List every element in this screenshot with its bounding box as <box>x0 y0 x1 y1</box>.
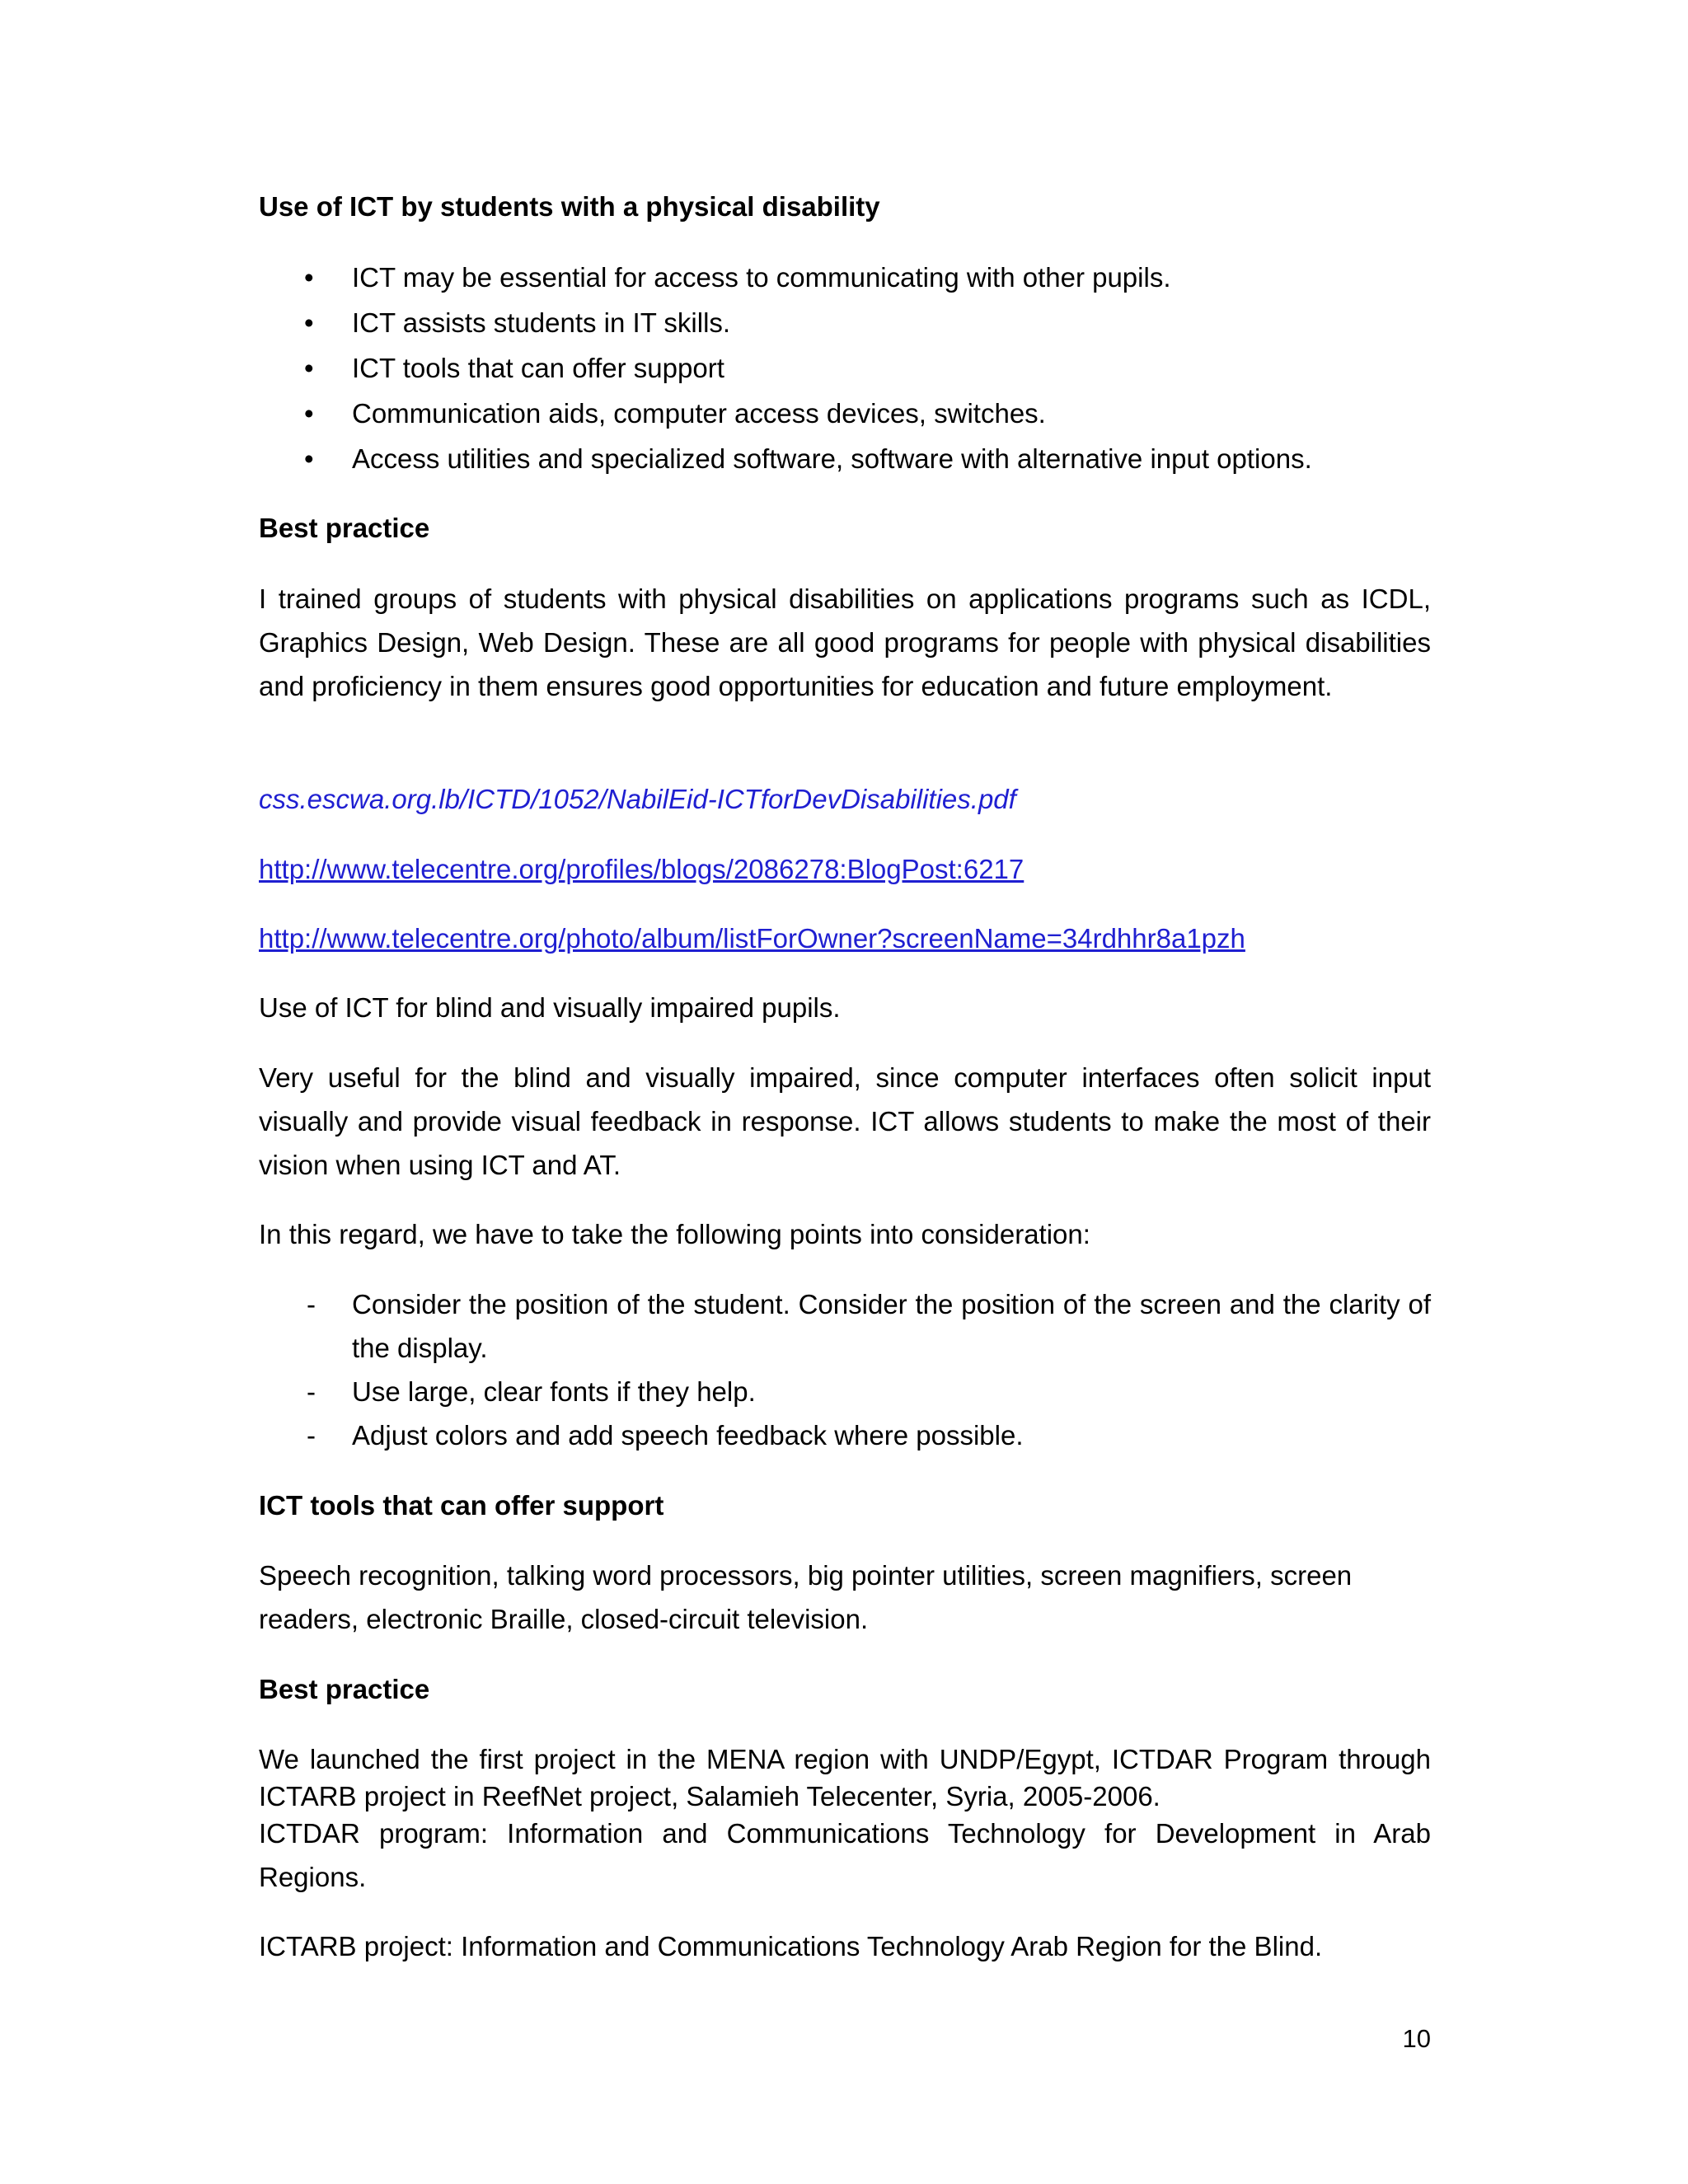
ictdar-definition: ICTDAR program: Information and Communications Technology for Development in Arab Regions. <box>259 1818 1431 1892</box>
page-number: 10 <box>1402 2024 1431 2053</box>
list-item: - Use large, clear fonts if they help. <box>259 1370 1431 1413</box>
bullet-icon: • <box>304 307 314 338</box>
list-item: • ICT assists students in IT skills. <box>259 300 1431 345</box>
ict-tools-heading: ICT tools that can offer support <box>259 1490 664 1521</box>
best-practice-paragraph-2: We launched the first project in the MENA region with UNDP/Egypt, ICTDAR Program through ICTARB project in ReefNet project, Salamieh Telecenter, Syria, 2005-2006. <box>259 1744 1431 1811</box>
list-item: - Adjust colors and add speech feedback where possible. <box>259 1413 1431 1457</box>
section-heading-physical-disability: Use of ICT by students with a physical disability <box>259 191 880 222</box>
dash-icon: - <box>307 1289 316 1319</box>
best-practice-heading-2: Best practice <box>259 1674 430 1704</box>
list-item: • Access utilities and specialized software, software with alternative input options. <box>259 436 1431 481</box>
bullet-icon: • <box>304 353 314 383</box>
best-practice-paragraph-1: I trained groups of students with physical disabilities on applications programs such as ICDL, Graphics Design, Web Design. These are all good programs for people with physical disabilities and proficiency in them ensures good opportunities for education and future employment. <box>259 583 1431 701</box>
ict-tools-paragraph: Speech recognition, talking word processors, big pointer utilities, screen magnifiers, screen readers, electronic Braille, closed-circuit television. <box>259 1560 1353 1634</box>
list-item: • ICT tools that can offer support <box>259 345 1431 391</box>
bullet-icon: • <box>304 398 314 429</box>
ictarb-definition: ICTARB project: Information and Communications Technology Arab Region for the Blind. <box>259 1931 1323 1961</box>
list-item: - Consider the position of the student. Consider the position of the screen and the clarity of the display. <box>259 1282 1431 1370</box>
bullet-icon: • <box>304 262 314 293</box>
bullet-list-physical-disability <box>259 255 1431 481</box>
blind-section-paragraph: Very useful for the blind and visually impaired, since computer interfaces often solicit input visually and provide visual feedback in response. ICT allows students to make the most of their vision when using ICT and AT. <box>259 1062 1431 1180</box>
dash-icon: - <box>307 1420 316 1451</box>
bullet-icon: • <box>304 443 314 474</box>
link-telecentre-blogpost[interactable]: http://www.telecentre.org/profiles/blogs/2086278:BlogPost:6217 <box>259 854 1025 884</box>
link-telecentre-album[interactable]: http://www.telecentre.org/photo/album/listForOwner?screenName=34rdhhr8a1pzh <box>259 923 1245 954</box>
list-item: • Communication aids, computer access devices, switches. <box>259 391 1431 436</box>
dash-icon: - <box>307 1376 316 1407</box>
list-item: • ICT may be essential for access to communicating with other pupils. <box>259 255 1431 300</box>
best-practice-heading-1: Best practice <box>259 513 430 543</box>
link-escwa-pdf[interactable]: css.escwa.org.lb/ICTD/1052/NabilEid-ICTforDevDisabilities.pdf <box>259 784 1016 814</box>
consideration-list <box>259 1282 1431 1457</box>
consideration-intro: In this regard, we have to take the following points into consideration: <box>259 1219 1090 1249</box>
blind-section-intro: Use of ICT for blind and visually impaired pupils. <box>259 992 841 1023</box>
